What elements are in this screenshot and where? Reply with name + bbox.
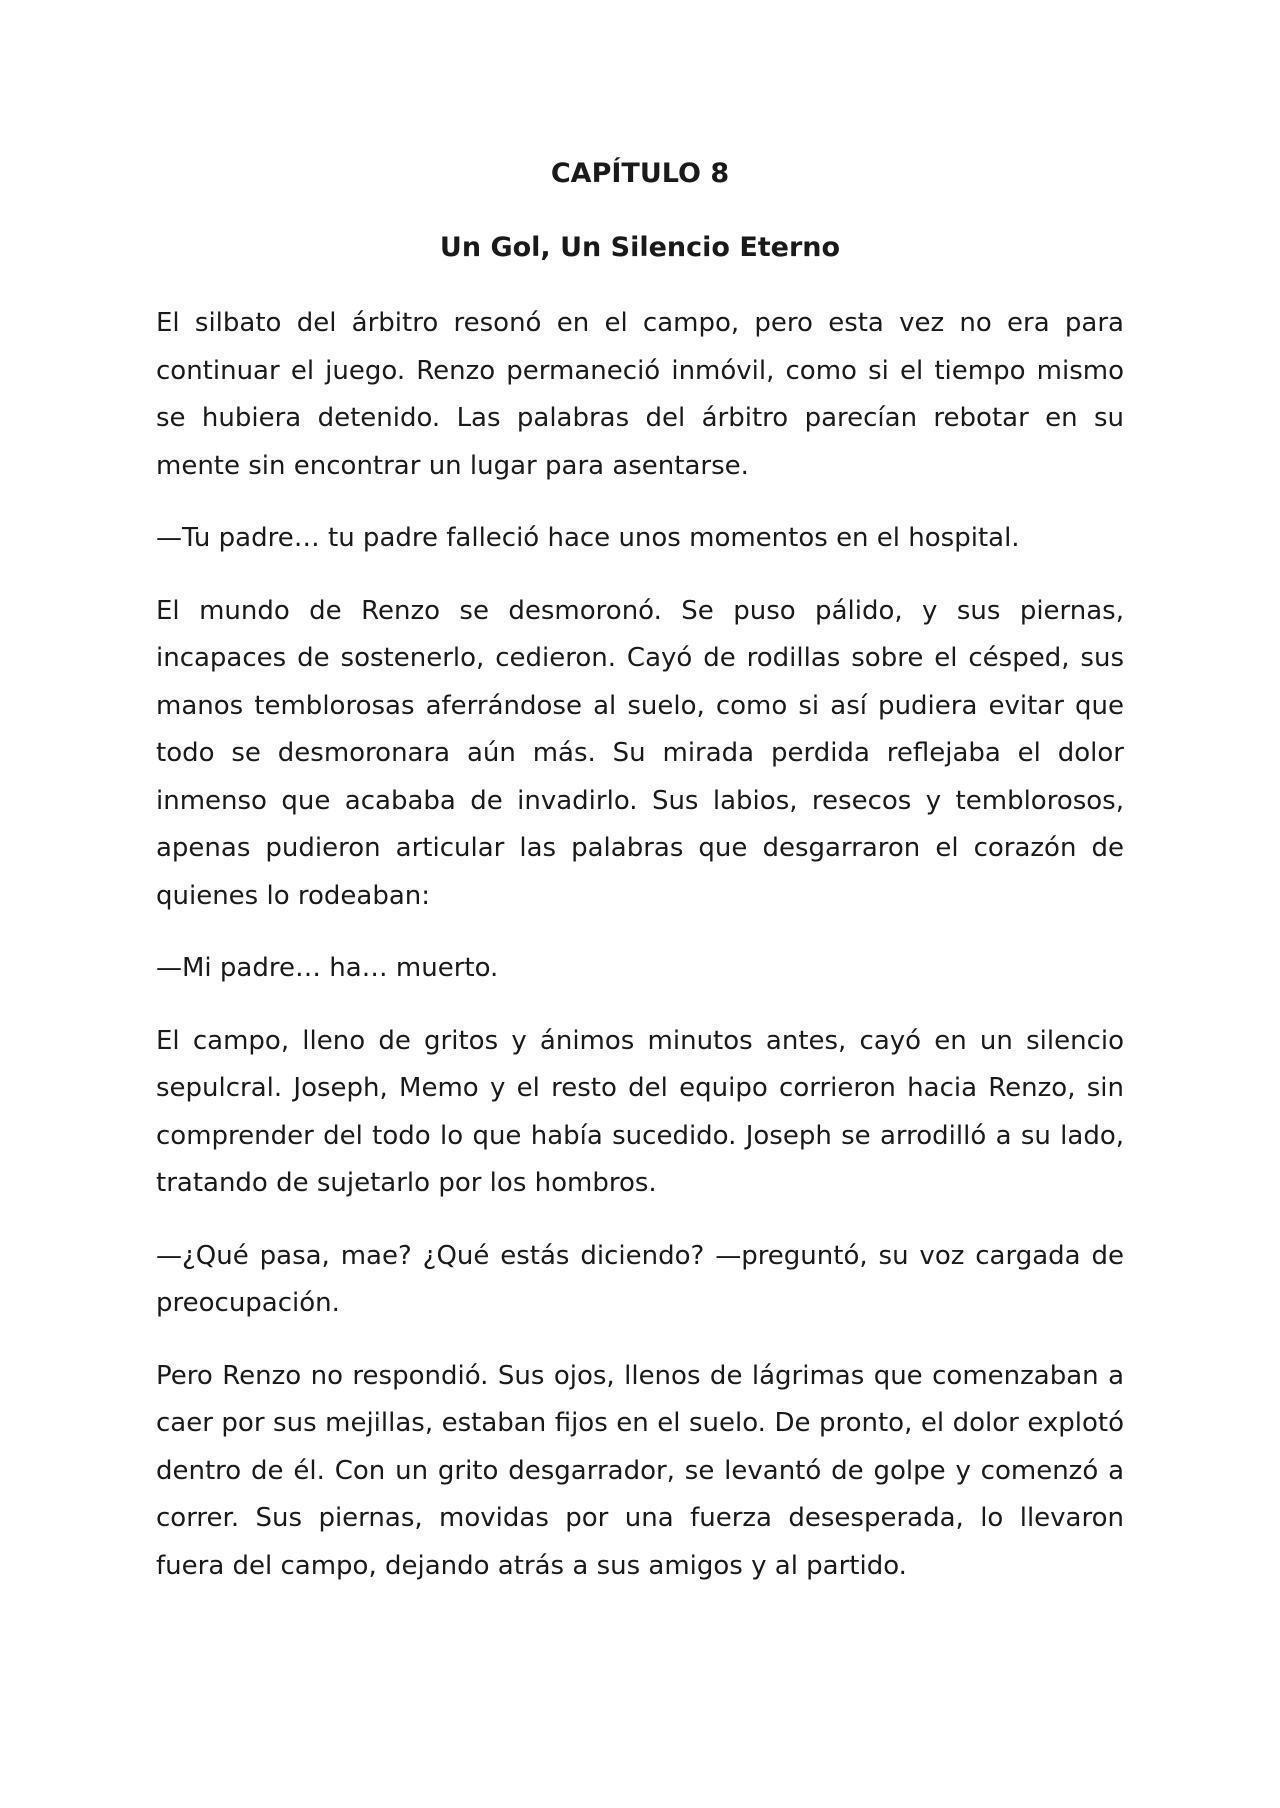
chapter-title: Un Gol, Un Silencio Eterno	[439, 232, 841, 263]
paragraph: —¿Qué pasa, mae? ¿Qué estás diciendo? —preguntó, su voz cargada de preocupación.	[156, 1240, 1124, 1318]
paragraph: El campo, lleno de gritos y ánimos minutos antes, cayó en un silencio sepulcral. Joseph, Memo y el resto del equipo corrieron hacia Renzo, sin comprender del todo lo que había sucedido. Joseph se arrodilló a su lado, tratando de sujetarlo por los hombros.	[156, 1025, 1124, 1198]
chapter-body	[156, 300, 1124, 1615]
paragraph: El mundo de Renzo se desmoronó. Se puso pálido, y sus piernas, incapaces de sostenerlo, cedieron. Cayó de rodillas sobre el césped, sus manos temblorosas aferrándose al suelo, como si así pudiera evitar que todo se desmoronara aún más. Su mirada perdida reflejaba el dolor inmenso que acababa de invadirlo. Sus labios, resecos y temblorosos, apenas pudieron articular las palabras que desgarraron el corazón de quienes lo rodeaban:	[156, 595, 1124, 911]
chapter-number: CAPÍTULO 8	[550, 158, 730, 189]
paragraph: Pero Renzo no respondió. Sus ojos, llenos de lágrimas que comenzaban a caer por sus mejillas, estaban fijos en el suelo. De pronto, el dolor explotó dentro de él. Con un grito desgarrador, se levantó de golpe y comenzó a correr. Sus piernas, movidas por una fuerza desesperada, lo llevaron fuera del campo, dejando atrás a sus amigos y al partido.	[156, 1360, 1124, 1581]
paragraph: —Tu padre… tu padre falleció hace unos momentos en el hospital.	[156, 523, 1020, 553]
paragraph: —Mi padre… ha… muerto.	[156, 953, 499, 983]
paragraph: El silbato del árbitro resonó en el campo, pero esta vez no era para continuar el juego. Renzo permaneció inmóvil, como si el tiempo mismo se hubiera detenido. Las palabras del árbitro parecían rebotar en su mente sin encontrar un lugar para asentarse.	[156, 308, 1124, 481]
